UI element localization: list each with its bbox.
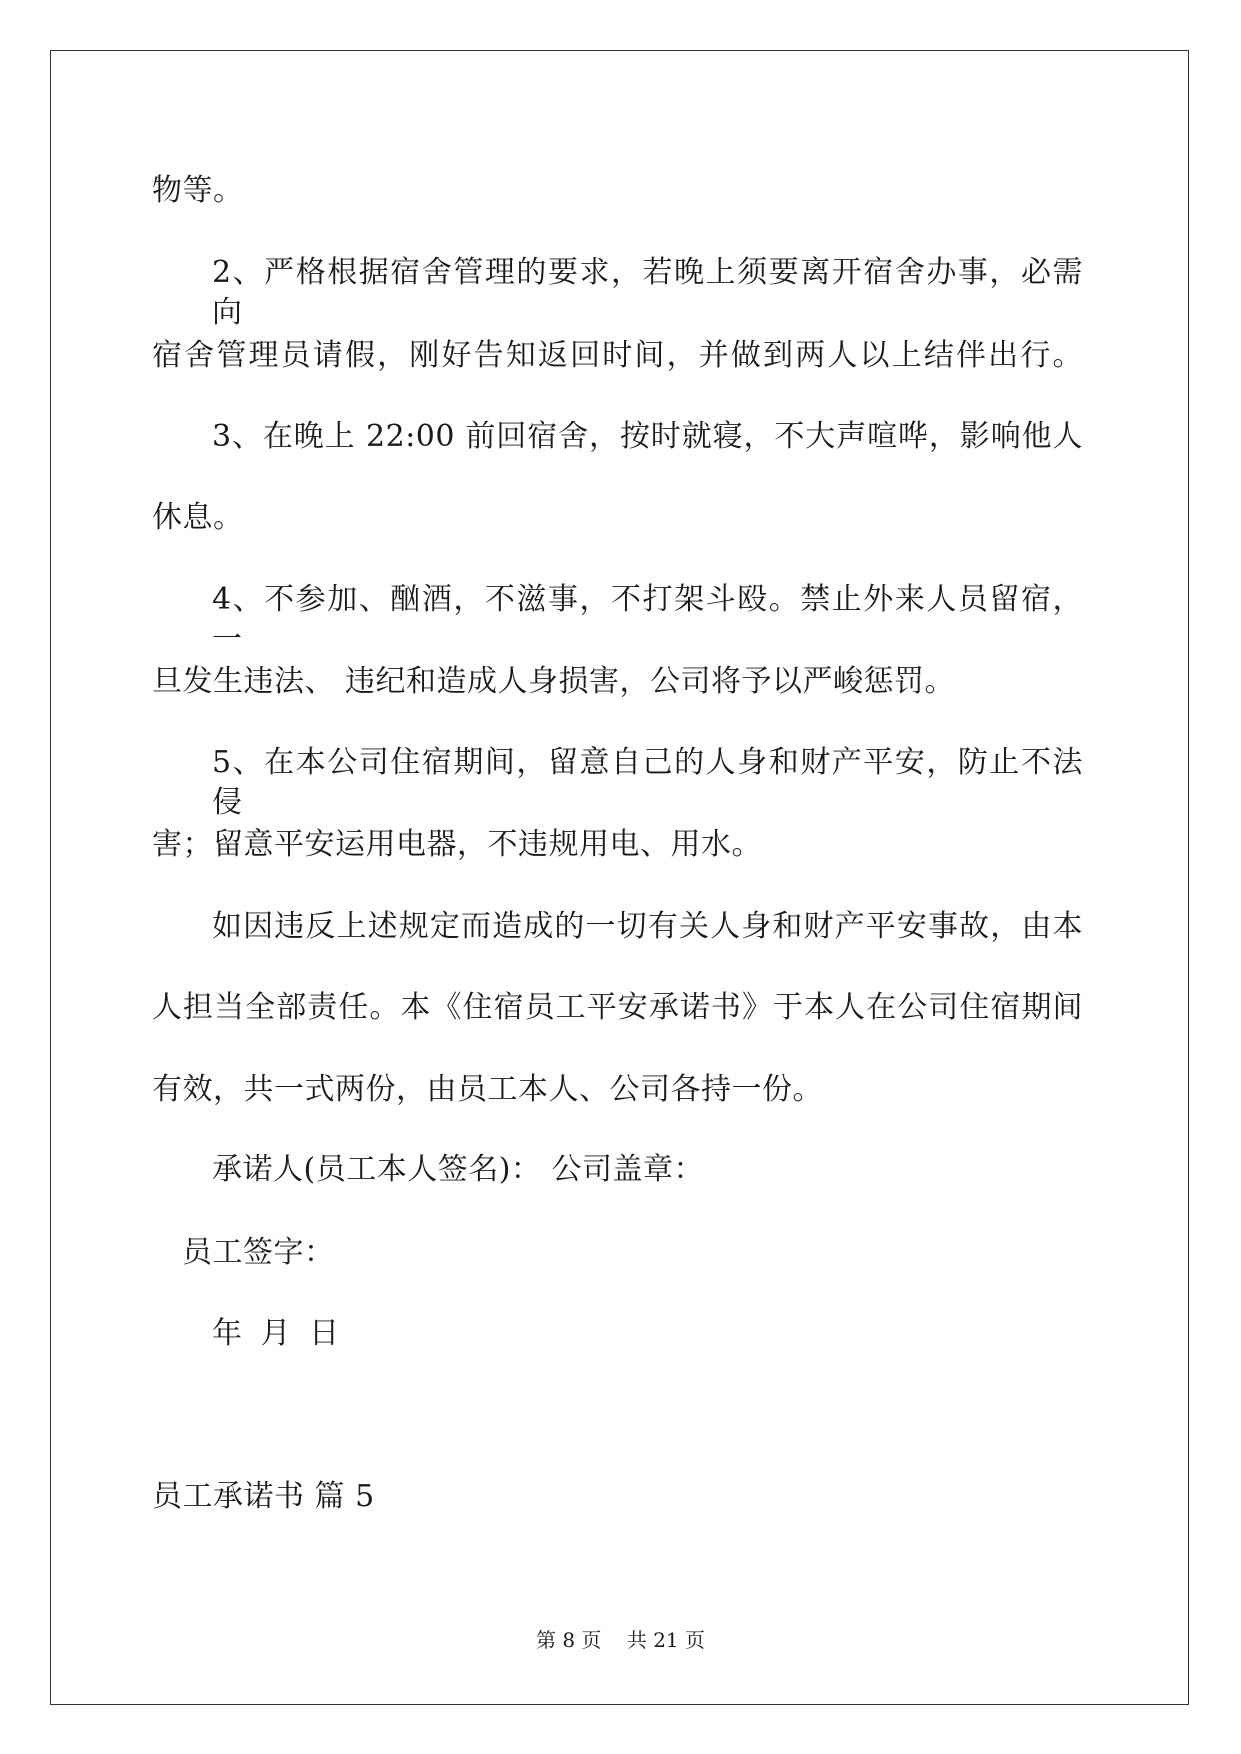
signature-line: 承诺人(员工本人签名)： 公司盖章： (212, 1152, 704, 1187)
text-line: 3、在晚上 22:00 前回宿舍，按时就寝，不大声喧哗，影响他人 (212, 419, 1083, 454)
text-line: 旦发生违法、 违纪和造成人身损害，公司将予以严峻惩罚。 (152, 664, 956, 699)
text-line: 5、在本公司住宿期间，留意自己的人身和财产平安，防止不法侵 (212, 745, 1083, 820)
employee-signature-line: 员工签字： (182, 1235, 335, 1270)
date-line: 年 月 日 (212, 1316, 340, 1351)
text-line: 2、严格根据宿舍管理的要求，若晚上须要离开宿舍办事，必需向 (212, 255, 1083, 330)
text-line: 人担当全部责任。本《住宿员工平安承诺书》于本人在公司住宿期间 (152, 990, 1083, 1025)
text-line: 4、不参加、酗酒，不滋事，不打架斗殴。禁止外来人员留宿，一 (212, 582, 1083, 657)
text-line: 休息。 (152, 500, 244, 535)
text-line: 有效，共一式两份，由员工本人、公司各持一份。 (152, 1072, 823, 1107)
page-number-footer: 第 8 页 共 21 页 (535, 1628, 706, 1652)
text-line: 害；留意平安运用电器，不违规用电、用水。 (152, 827, 762, 862)
text-line: 如因违反上述规定而造成的一切有关人身和财产平安事故，由本 (212, 909, 1083, 944)
section-heading: 员工承诺书 篇 5 (152, 1479, 375, 1514)
text-line: 物等。 (152, 173, 244, 208)
text-line: 宿舍管理员请假，刚好告知返回时间，并做到两人以上结伴出行。 (152, 338, 1083, 373)
